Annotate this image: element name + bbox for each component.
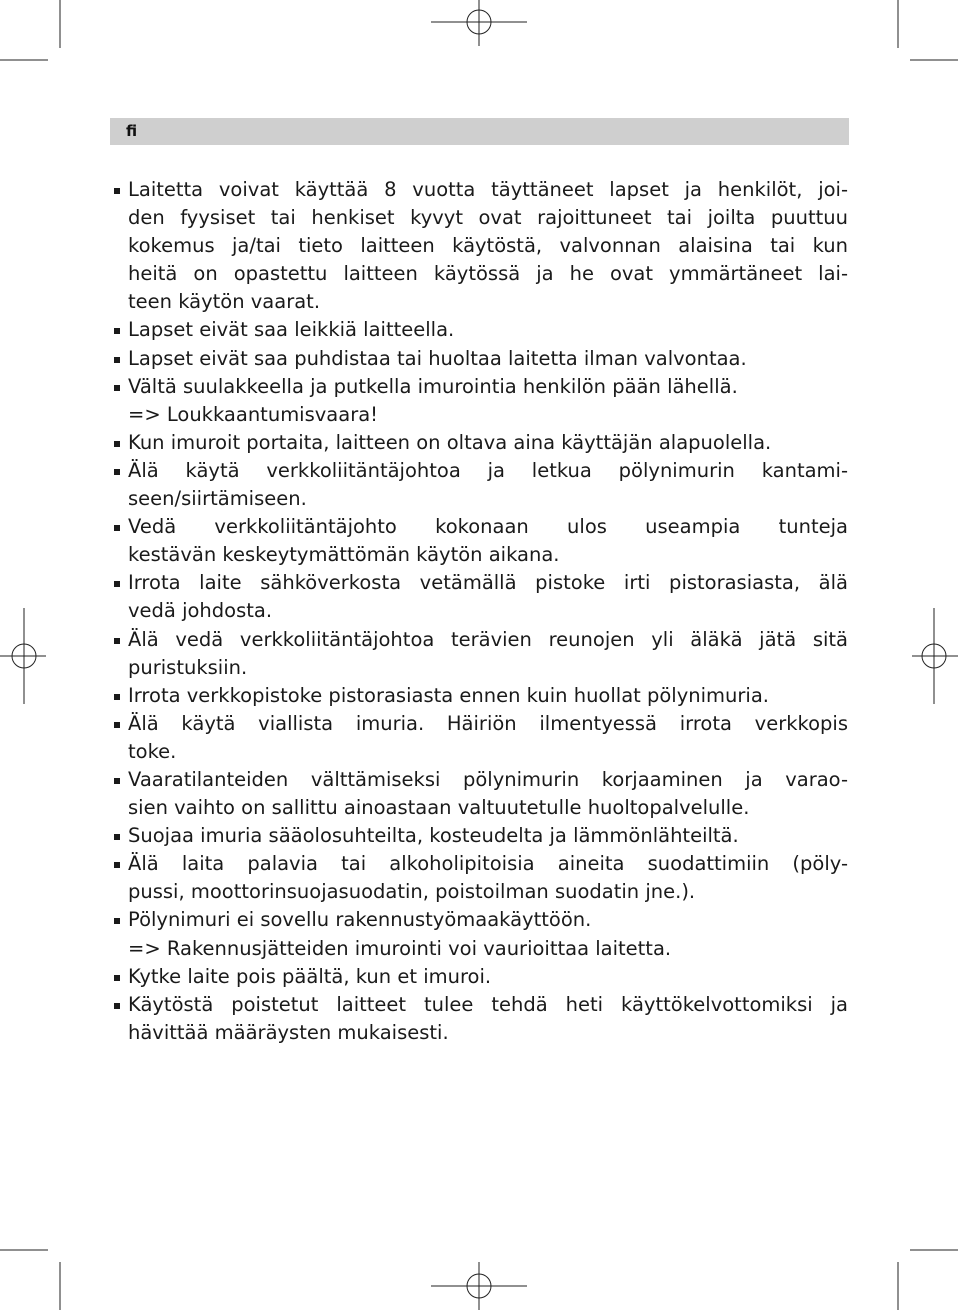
item-text-line: Kytke laite pois päältä, kun et imuroi. — [128, 964, 492, 988]
bullet-icon — [114, 638, 120, 644]
list-item — [113, 626, 848, 682]
item-text-line: Älä käytä viallista imuria. Häiriön ilmentyessä irrota verkkopis — [128, 711, 848, 735]
item-text-line: teen käytön vaarat. — [128, 290, 321, 314]
list-item — [113, 316, 848, 344]
list-item — [113, 345, 848, 373]
item-text-line: kestävän keskeytymättömän käytön aikana. — [128, 543, 560, 567]
item-text-line: hävittää määräysten mukaisesti. — [128, 1020, 449, 1044]
bullet-icon — [114, 469, 120, 475]
list-item — [113, 682, 848, 710]
item-text-line: Irrota laite sähköverkosta vetämällä pistoke irti pistorasiasta, älä — [128, 571, 848, 595]
item-text-line: sien vaihto on sallittu ainoastaan valtuutetulle huoltopalvelulle. — [128, 796, 750, 820]
item-note: => Rakennusjätteiden imurointi voi vaurioittaa laitetta. — [128, 936, 672, 960]
bullet-icon — [114, 385, 120, 391]
item-text-line: Käytöstä poistetut laitteet tulee tehdä heti käyttökelvottomiksi ja — [128, 992, 848, 1016]
bullet-icon — [114, 918, 120, 924]
list-item — [113, 963, 848, 991]
list-item — [113, 991, 848, 1047]
section-header-bar — [110, 118, 849, 145]
bullet-icon — [114, 778, 120, 784]
item-text-line: puristuksiin. — [128, 655, 248, 679]
safety-instructions-list — [113, 176, 848, 1047]
item-text-line: Laitetta voivat käyttää 8 vuotta täyttäneet lapset ja henkilöt, joi- — [128, 178, 848, 201]
bullet-icon — [114, 581, 120, 587]
item-text-line: Älä vedä verkkoliitäntäjohtoa terävien reunojen yli äläkä jätä sitä — [128, 627, 848, 651]
bullet-icon — [114, 722, 120, 728]
item-text-line: Vedä verkkoliitäntäjohto kokonaan ulos useampia tunteja — [128, 515, 848, 539]
item-text-line: Pölynimuri ei sovellu rakennustyömaakäyttöön. — [128, 908, 592, 932]
item-text-line: den fyysiset tai henkiset kyvyt ovat rajoittuneet tai joilta puuttuu — [128, 206, 848, 230]
bullet-icon — [114, 1003, 120, 1009]
item-text-line: Suojaa imuria sääolosuhteilta, kosteudelta ja lämmönlähteiltä. — [128, 824, 739, 848]
list-item — [113, 457, 848, 513]
bullet-icon — [114, 188, 120, 194]
item-note: => Loukkaantumisvaara! — [128, 402, 378, 426]
bullet-icon — [114, 862, 120, 868]
bullet-icon — [114, 975, 120, 981]
item-text-line: Lapset eivät saa puhdistaa tai huoltaa laitetta ilman valvontaa. — [128, 346, 747, 370]
list-item — [113, 513, 848, 569]
list-item — [113, 429, 848, 457]
item-text-line: Älä laita palavia tai alkoholipitoisia aineita suodattimiin (pöly- — [128, 852, 848, 876]
list-item — [113, 569, 848, 625]
language-code: fi — [126, 122, 138, 140]
item-text-line: heitä on opastettu laitteen käytössä ja he ovat ymmärtäneet lai- — [128, 262, 848, 286]
item-text-line: Vaaratilanteiden välttämiseksi pölynimurin korjaaminen ja varao- — [128, 767, 848, 791]
list-item — [113, 176, 848, 316]
bullet-icon — [114, 357, 120, 363]
list-item — [113, 710, 848, 766]
item-text-line: Lapset eivät saa leikkiä laitteella. — [128, 318, 455, 342]
list-item — [113, 766, 848, 822]
item-text-line: seen/siirtämiseen. — [128, 487, 307, 511]
item-text-line: kokemus ja/tai tieto laitteen käytöstä, valvonnan alaisina tai kun — [128, 234, 848, 258]
list-item — [113, 822, 848, 850]
item-text-line: Älä käytä verkkoliitäntäjohtoa ja letkua pölynimurin kantami- — [128, 458, 848, 482]
list-item — [113, 373, 848, 429]
item-text-line: Irrota verkkopistoke pistorasiasta ennen kuin huollat pölynimuria. — [128, 683, 769, 707]
list-item — [113, 906, 848, 962]
list-item — [113, 850, 848, 906]
bullet-icon — [114, 525, 120, 531]
item-text-line: toke. — [128, 739, 177, 763]
item-text-line: pussi, moottorinsuojasuodatin, poistoilman suodatin jne.). — [128, 880, 696, 904]
bullet-icon — [114, 328, 120, 334]
bullet-icon — [114, 694, 120, 700]
item-text-line: Vältä suulakkeella ja putkella imurointia henkilön pään lähellä. — [128, 374, 738, 398]
item-text-line: vedä johdosta. — [128, 599, 273, 623]
item-text-line: Kun imuroit portaita, laitteen on oltava aina käyttäjän alapuolella. — [128, 430, 772, 454]
bullet-icon — [114, 441, 120, 447]
bullet-icon — [114, 834, 120, 840]
